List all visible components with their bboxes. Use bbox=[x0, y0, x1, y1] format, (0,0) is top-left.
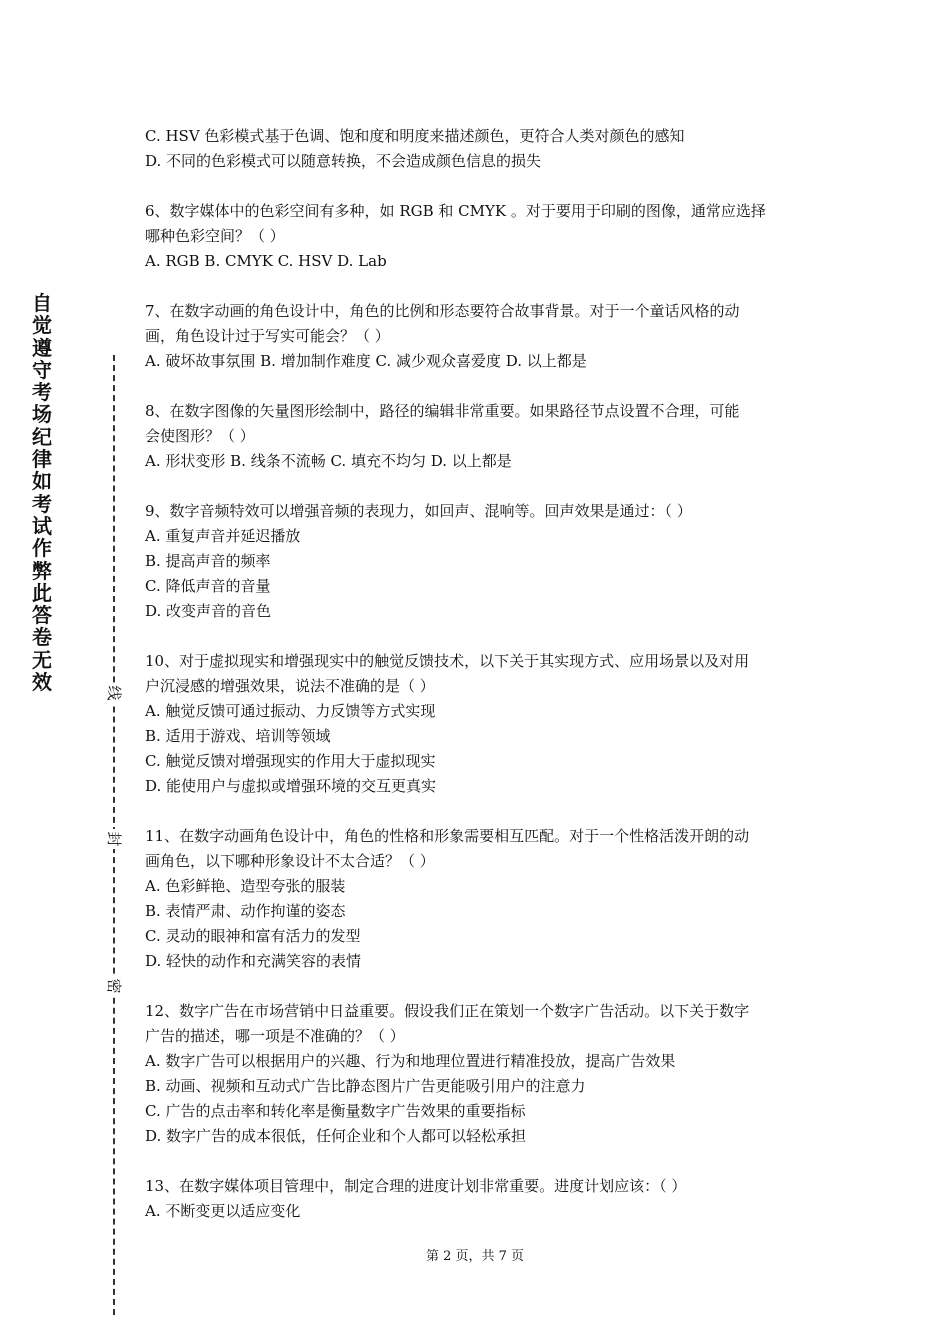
question-content bbox=[145, 124, 825, 1224]
block-gap bbox=[145, 174, 825, 199]
question-line: C. HSV 色彩模式基于色调、饱和度和明度来描述颜色，更符合人类对颜色的感知 bbox=[145, 127, 685, 145]
binding-label-line: 线 bbox=[103, 683, 125, 703]
question-line: D. 轻快的动作和充满笑容的表情 bbox=[145, 952, 362, 970]
question-line: A. 数字广告可以根据用户的兴趣、行为和地理位置进行精准投放，提高广告效果 bbox=[145, 1052, 676, 1070]
question-line: A. RGB B. CMYK C. HSV D. Lab bbox=[145, 252, 387, 270]
binding-label-seal: 封 bbox=[103, 829, 125, 849]
question-block bbox=[145, 299, 825, 374]
question-line: 广告的描述，哪一项是不准确的？（ ） bbox=[145, 1027, 405, 1045]
question-line: C. 广告的点击率和转化率是衡量数字广告效果的重要指标 bbox=[145, 1102, 526, 1120]
block-gap bbox=[145, 374, 825, 399]
question-line: A. 重复声音并延迟播放 bbox=[145, 527, 301, 545]
question-line: D. 不同的色彩模式可以随意转换，不会造成颜色信息的损失 bbox=[145, 152, 542, 170]
question-line: D. 数字广告的成本很低，任何企业和个人都可以轻松承担 bbox=[145, 1127, 527, 1145]
question-line: D. 改变声音的音色 bbox=[145, 602, 272, 620]
question-line: 户沉浸感的增强效果，说法不准确的是（ ） bbox=[145, 677, 435, 695]
question-line: A. 形状变形 B. 线条不流畅 C. 填充不均匀 D. 以上都是 bbox=[145, 452, 512, 470]
question-line: 6、数字媒体中的色彩空间有多种，如 RGB 和 CMYK 。对于要用于印刷的图像，通常应选择 bbox=[145, 202, 766, 220]
question-line: 8、在数字图像的矢量图形绘制中，路径的编辑非常重要。如果路径节点设置不合理，可能 bbox=[145, 402, 740, 420]
question-line: B. 适用于游戏、培训等领域 bbox=[145, 727, 331, 745]
question-line: 哪种色彩空间？（ ） bbox=[145, 227, 285, 245]
question-block bbox=[145, 649, 825, 799]
question-line: C. 降低声音的音量 bbox=[145, 577, 271, 595]
binding-label-secret: 密 bbox=[103, 976, 125, 996]
block-gap bbox=[145, 974, 825, 999]
question-block bbox=[145, 1174, 825, 1224]
question-line: 画角色，以下哪种形象设计不太合适？（ ） bbox=[145, 852, 435, 870]
question-block bbox=[145, 399, 825, 474]
block-gap bbox=[145, 624, 825, 649]
question-block bbox=[145, 824, 825, 974]
block-gap bbox=[145, 474, 825, 499]
question-block bbox=[145, 124, 825, 174]
question-block bbox=[145, 199, 825, 274]
question-line: D. 能使用户与虚拟或增强环境的交互更真实 bbox=[145, 777, 437, 795]
question-line: B. 提高声音的频率 bbox=[145, 552, 271, 570]
question-line: 13、在数字媒体项目管理中，制定合理的进度计划非常重要。进度计划应该：（ ） bbox=[145, 1177, 687, 1195]
question-line: 画，角色设计过于写实可能会？（ ） bbox=[145, 327, 390, 345]
question-line: B. 动画、视频和互动式广告比静态图片广告更能吸引用户的注意力 bbox=[145, 1077, 586, 1095]
question-line: A. 色彩鲜艳、造型夸张的服装 bbox=[145, 877, 346, 895]
question-line: 12、数字广告在市场营销中日益重要。假设我们正在策划一个数字广告活动。以下关于数字 bbox=[145, 1002, 750, 1020]
exam-discipline-notice: 自觉遵守考场纪律如考试作弊此答卷无效 bbox=[32, 291, 52, 695]
question-line: A. 触觉反馈可通过振动、力反馈等方式实现 bbox=[145, 702, 436, 720]
question-line: 10、对于虚拟现实和增强现实中的触觉反馈技术，以下关于其实现方式、应用场景以及对用 bbox=[145, 652, 750, 670]
block-gap bbox=[145, 1149, 825, 1174]
question-line: C. 灵动的眼神和富有活力的发型 bbox=[145, 927, 361, 945]
question-block bbox=[145, 499, 825, 624]
block-gap bbox=[145, 799, 825, 824]
question-line: A. 破坏故事氛围 B. 增加制作难度 C. 减少观众喜爱度 D. 以上都是 bbox=[145, 352, 587, 370]
question-line: B. 表情严肃、动作拘谨的姿态 bbox=[145, 902, 346, 920]
question-line: 7、在数字动画的角色设计中，角色的比例和形态要符合故事背景。对于一个童话风格的动 bbox=[145, 302, 740, 320]
question-line: A. 不断变更以适应变化 bbox=[145, 1202, 301, 1220]
block-gap bbox=[145, 274, 825, 299]
question-line: C. 触觉反馈对增强现实的作用大于虚拟现实 bbox=[145, 752, 436, 770]
question-line: 11、在数字动画角色设计中，角色的性格和形象需要相互匹配。对于一个性格活泼开朗的动 bbox=[145, 827, 750, 845]
question-block bbox=[145, 999, 825, 1149]
question-line: 9、数字音频特效可以增强音频的表现力，如回声、混响等。回声效果是通过：（ ） bbox=[145, 502, 692, 520]
page-number: 第 2 页，共 7 页 bbox=[425, 1249, 525, 1264]
question-line: 会使图形？（ ） bbox=[145, 427, 255, 445]
